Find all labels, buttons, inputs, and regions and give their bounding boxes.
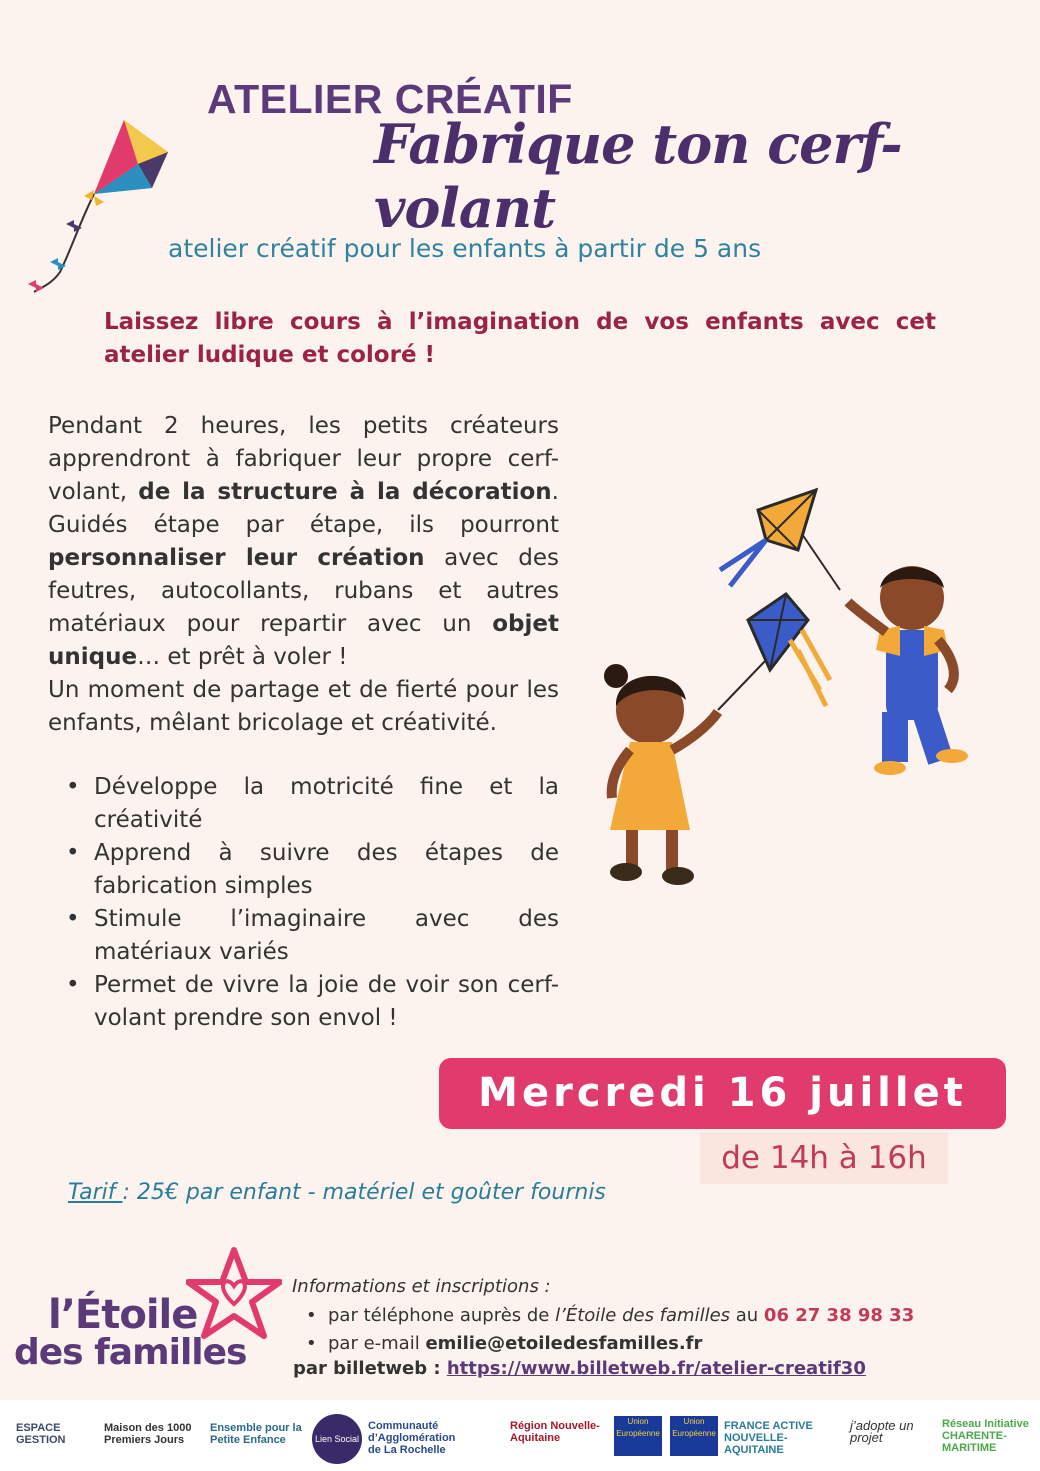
partner-logo: Réseau Initiative CHARENTE-MARITIME	[942, 1418, 1029, 1454]
page-title: ATELIER CRÉATIF	[207, 76, 573, 122]
partner-logo: j’adopte un projet	[850, 1418, 914, 1445]
tarif-text: : 25€ par enfant - matériel et goûter fournis	[122, 1180, 606, 1205]
billetweb-line	[293, 1358, 866, 1379]
info-list	[300, 1302, 914, 1358]
subtitle: atelier créatif pour les enfants à partir de 5 ans	[168, 234, 762, 263]
star-heart-logo-icon	[186, 1246, 282, 1342]
event-time: de 14h à 16h	[721, 1140, 927, 1176]
kite-illustration	[20, 112, 180, 307]
phone-org: l’Étoile des familles	[555, 1305, 731, 1326]
partner-logo: ESPACE GESTION	[16, 1422, 66, 1446]
list-item: • Stimule l’imaginaire avec des matériaux variés	[48, 903, 559, 969]
partner-logo: Région Nouvelle-Aquitaine	[510, 1420, 600, 1444]
desc-text: avec des feutres, autocollants, rubans et autres matériaux pour repartir avec un	[48, 545, 559, 637]
email-prefix: par e-mail	[328, 1333, 426, 1354]
logo-text-line1: l’Étoile	[48, 1292, 198, 1338]
partner-logo: Union Européenne	[670, 1416, 718, 1456]
script-title: Fabrique ton cerf-volant	[374, 112, 902, 240]
partner-logo: Union Européenne	[614, 1416, 662, 1456]
billet-prefix: par billetweb :	[293, 1358, 447, 1379]
desc-bold: objet unique	[48, 611, 559, 670]
description	[48, 410, 559, 740]
tarif-label: Tarif	[68, 1180, 123, 1205]
info-title: Informations et inscriptions :	[292, 1276, 551, 1297]
tarif	[68, 1180, 606, 1205]
desc-text: . Guidés étape par étape, ils pourront	[48, 479, 559, 538]
partner-logo: FRANCE ACTIVE NOUVELLE-AQUITAINE	[724, 1420, 813, 1456]
list-item: • Apprend à suivre des étapes de fabrication simples	[48, 837, 559, 903]
partner-logo: Maison des 1000 Premiers Jours	[104, 1422, 192, 1446]
partner-logo: Communauté d’Agglomération de La Rochelle	[368, 1420, 456, 1456]
desc-bold: de la structure à la décoration	[138, 479, 552, 505]
partner-logo: Ensemble pour la Petite Enfance	[210, 1422, 302, 1446]
time-box	[700, 1132, 948, 1184]
phone-item	[300, 1302, 914, 1330]
description-paragraph-2: Un moment de partage et de fierté pour les enfants, mêlant bricolage et créativité.	[48, 677, 559, 736]
phone-number[interactable]: 06 27 38 98 33	[763, 1305, 915, 1326]
email-item	[300, 1330, 914, 1358]
phone-prefix: par téléphone auprès de	[328, 1305, 556, 1326]
list-item: • Développe la motricité fine et la créativité	[48, 771, 559, 837]
partner-logos	[0, 1400, 1040, 1471]
logo-text-line2: des familles	[14, 1332, 247, 1373]
partner-logo: Lien Social	[312, 1414, 362, 1464]
email-link[interactable]: emilie@etoiledesfamilles.fr	[425, 1333, 703, 1354]
desc-text: Pendant 2 heures, les petits créateurs apprendront à fabriquer leur propre cerf-volant,	[48, 413, 559, 505]
phone-mid: au	[730, 1305, 764, 1326]
benefits-list	[48, 771, 559, 1035]
billetweb-link[interactable]: https://www.billetweb.fr/atelier-creatif30	[446, 1358, 866, 1379]
desc-text: … et prêt à voler !	[137, 644, 348, 670]
list-item: • Permet de vivre la joie de voir son cerf-volant prendre son envol !	[48, 969, 559, 1035]
children-kites-illustration	[590, 480, 980, 900]
description-paragraph-1	[48, 410, 559, 674]
intro-text: Laissez libre cours à l’imagination de vos enfants avec cet atelier ludique et coloré !	[104, 309, 936, 368]
event-date: Mercredi 16 juillet	[478, 1070, 967, 1116]
desc-bold: personnaliser leur création	[48, 545, 425, 571]
date-banner	[439, 1058, 1006, 1129]
